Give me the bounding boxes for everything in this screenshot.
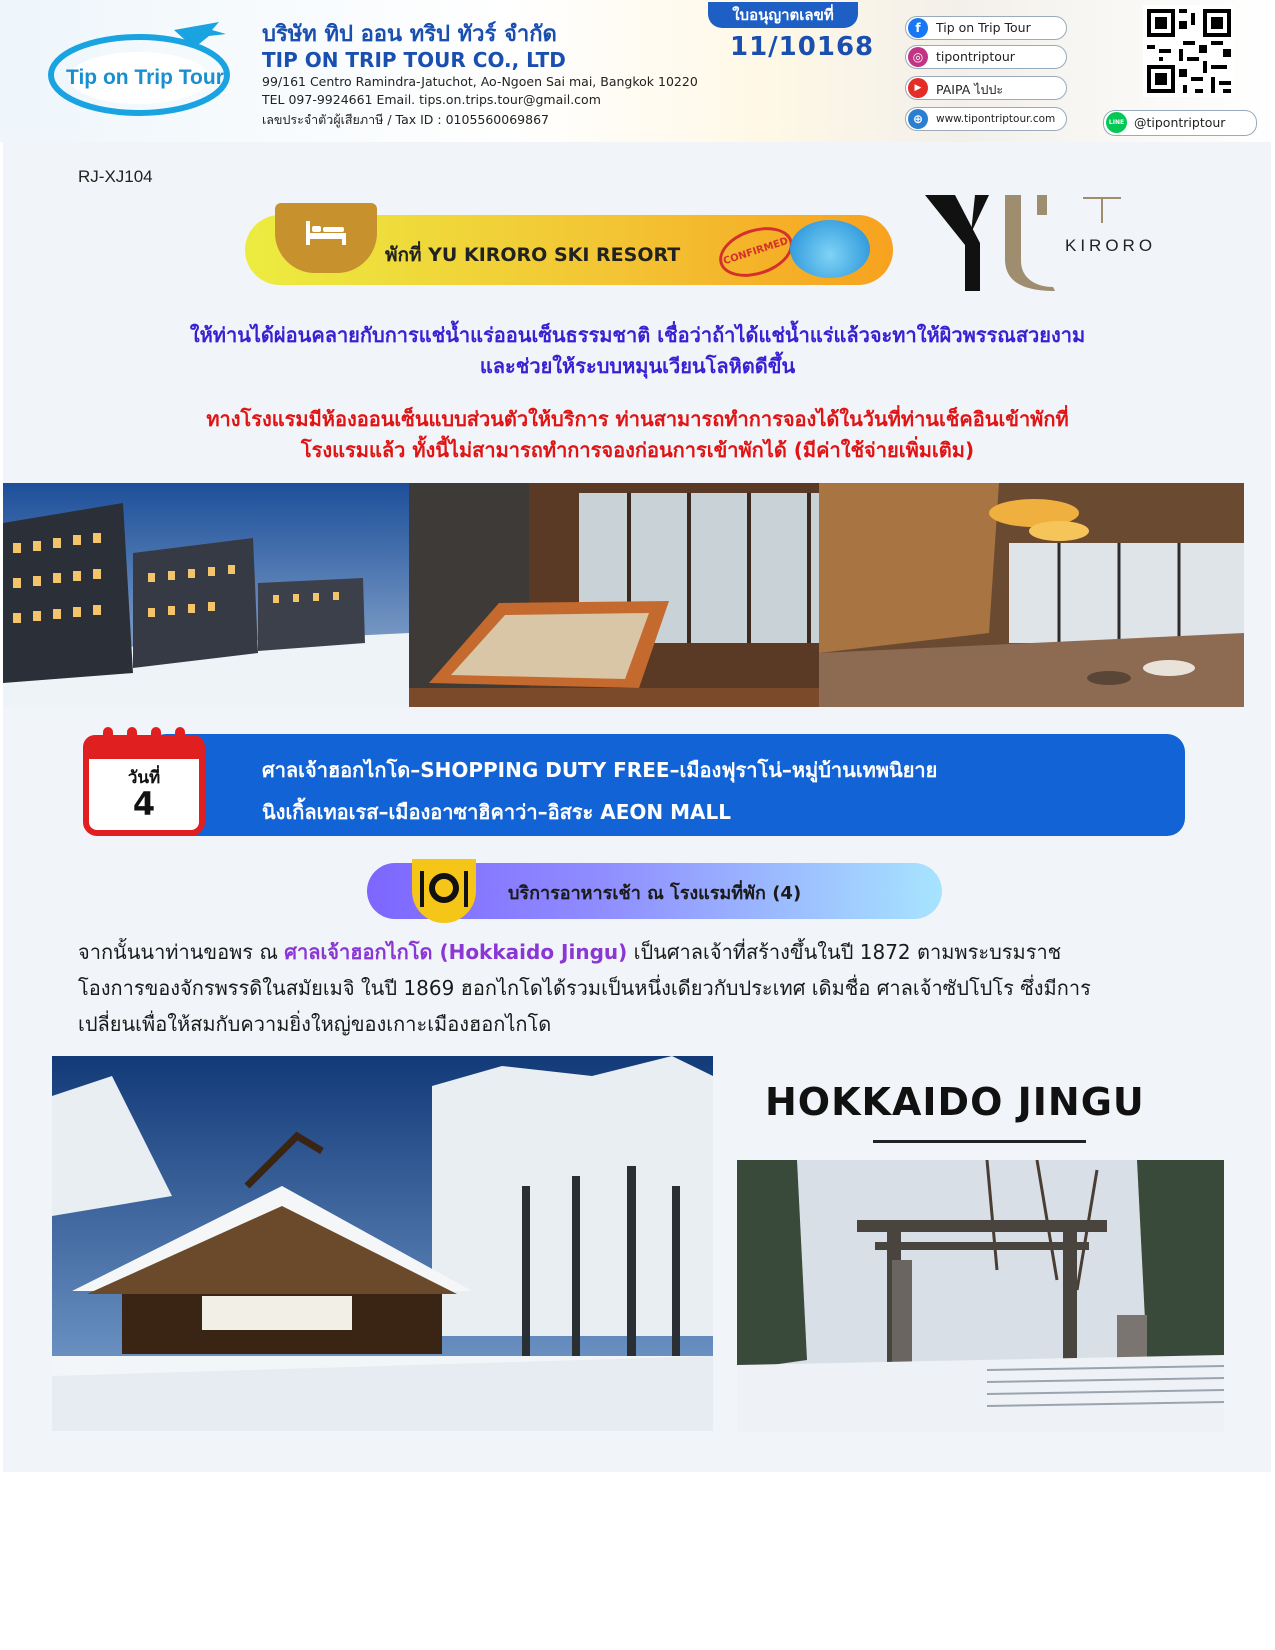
story-line-1 [78,934,1198,970]
instagram-icon: ◎ [908,47,928,67]
intro-blue-line-2: และช่วยให้ระบบหมุนเวียนโลหิตดีขึ้น [479,354,796,378]
company-contact: TEL 097-9924661 Email. tips.on.trips.tour@gmail.com [262,92,601,107]
qr-code[interactable] [1143,5,1235,97]
day-number: 4 [132,785,156,823]
logo-text: Tip on Trip Tour [66,66,224,89]
instagram-label: tipontriptour [936,49,1015,64]
hokkaido-jingu-title: HOKKAIDO JINGU [765,1080,1145,1124]
license-label: ใบอนุญาตเลขที่ [708,2,858,28]
youtube-icon: ▶ [908,78,928,98]
shrine-torii-photo [737,1160,1224,1432]
youtube-label: PAIPA ไปปะ [936,82,1004,97]
line-link[interactable] [1103,110,1257,136]
company-name-thai: บริษัท ทิป ออน ทริป ทัวร์ จำกัด [262,22,557,47]
facebook-link[interactable] [905,16,1067,40]
day-itinerary-line-2: นิงเกิ้ลเทอเรส–เมืองอาซาฮิคาว่า–อิสระ AEON MALL [262,800,731,824]
meal-label: บริการอาหารเช้า ณ โรงแรมที่พัก (4) [508,883,802,904]
brand-text: KIRORO [1065,236,1157,255]
intro-red-line-1: ทางโรงแรมมีห้องออนเซ็นแบบส่วนตัวให้บริการ ท่านสามารถทำการจองได้ในวันที่ท่านเช็คอินเข้าพักที่ [206,407,1069,431]
yu-kiroro-logo [925,195,1165,291]
company-tax-id: เลขประจำตัวผู้เสียภาษี / Tax ID : 0105560069867 [262,112,549,127]
story-prefix: จากนั้นนาท่านขอพร ณ [78,940,285,964]
company-name-english: TIP ON TRIP TOUR CO., LTD [262,48,566,72]
line-icon: LINE [1106,112,1127,133]
website-label: www.tipontriptour.com [936,113,1056,125]
title-divider [873,1140,1086,1143]
hotel-onsen-photo [409,483,819,707]
hotel-banner-tab [275,203,377,273]
license-number: 11/10168 [730,32,875,62]
company-address: 99/161 Centro Ramindra-Jatuchot, Ao-Ngoen Sai mai, Bangkok 10220 [262,74,698,89]
story-line-2: โองการของจักรพรรดิในสมัยเมจิ ในปี 1869 ฮอกไกโดได้รวมเป็นหนึ่งเดียวกับประเทศ เดิมชื่อ ศาลเจ้าซัปโปโร ซึ่งมีการ [78,976,1091,1000]
intro-blue-line-1: ให้ท่านได้ผ่อนคลายกับการแช่น้ำแร่ออนเซ็นธรรมชาติ เชื่อว่าถ้าได้แช่น้ำแร่แล้วจะทาให้ผิวพรรณสวยงาม [189,323,1086,347]
story-line-3: เปลี่ยนเพื่อให้สมกับความยิ่งใหญ่ของเกาะเมืองฮอกไกโด [78,1012,552,1036]
onsen-icon [790,220,870,278]
intro-red-line-2: โรงแรมแล้ว ทั้งนี้ไม่สามารถทำการจองก่อนการเข้าพักได้ (มีค่าใช้จ่ายเพิ่มเติม) [300,438,975,462]
shrine-winter-photo [52,1056,713,1431]
line-label: @tipontriptour [1134,115,1226,130]
instagram-link[interactable] [905,45,1067,69]
hotel-lobby-photo [819,483,1244,707]
confirmed-stamp: CONFIRMED [713,218,799,285]
youtube-link[interactable] [905,76,1067,100]
calendar-icon [83,735,205,836]
tour-code: RJ-XJ104 [78,167,153,186]
facebook-icon: f [908,18,928,38]
bed-icon [304,217,348,247]
facebook-label: Tip on Trip Tour [936,20,1031,35]
hotel-exterior-photo [3,483,409,707]
hotel-name: พักที่ YU KIRORO SKI RESORT [385,244,681,266]
globe-icon: ⊕ [908,109,928,129]
day-label: วันที่ [127,768,161,788]
website-link[interactable] [905,107,1067,131]
day-itinerary-line-1: ศาลเจ้าฮอกไกโด–SHOPPING DUTY FREE–เมืองฟุราโน่–หมู่บ้านเทพนิยาย [262,758,938,782]
story-line-1-rest: เป็นศาลเจ้าที่สร้างขึ้นในปี 1872 ตามพระบรมราช [627,940,1062,964]
dining-icon [412,859,476,923]
company-logo [44,20,234,120]
shrine-name-highlight: ศาลเจ้าฮอกไกโด (Hokkaido Jingu) [284,940,628,964]
